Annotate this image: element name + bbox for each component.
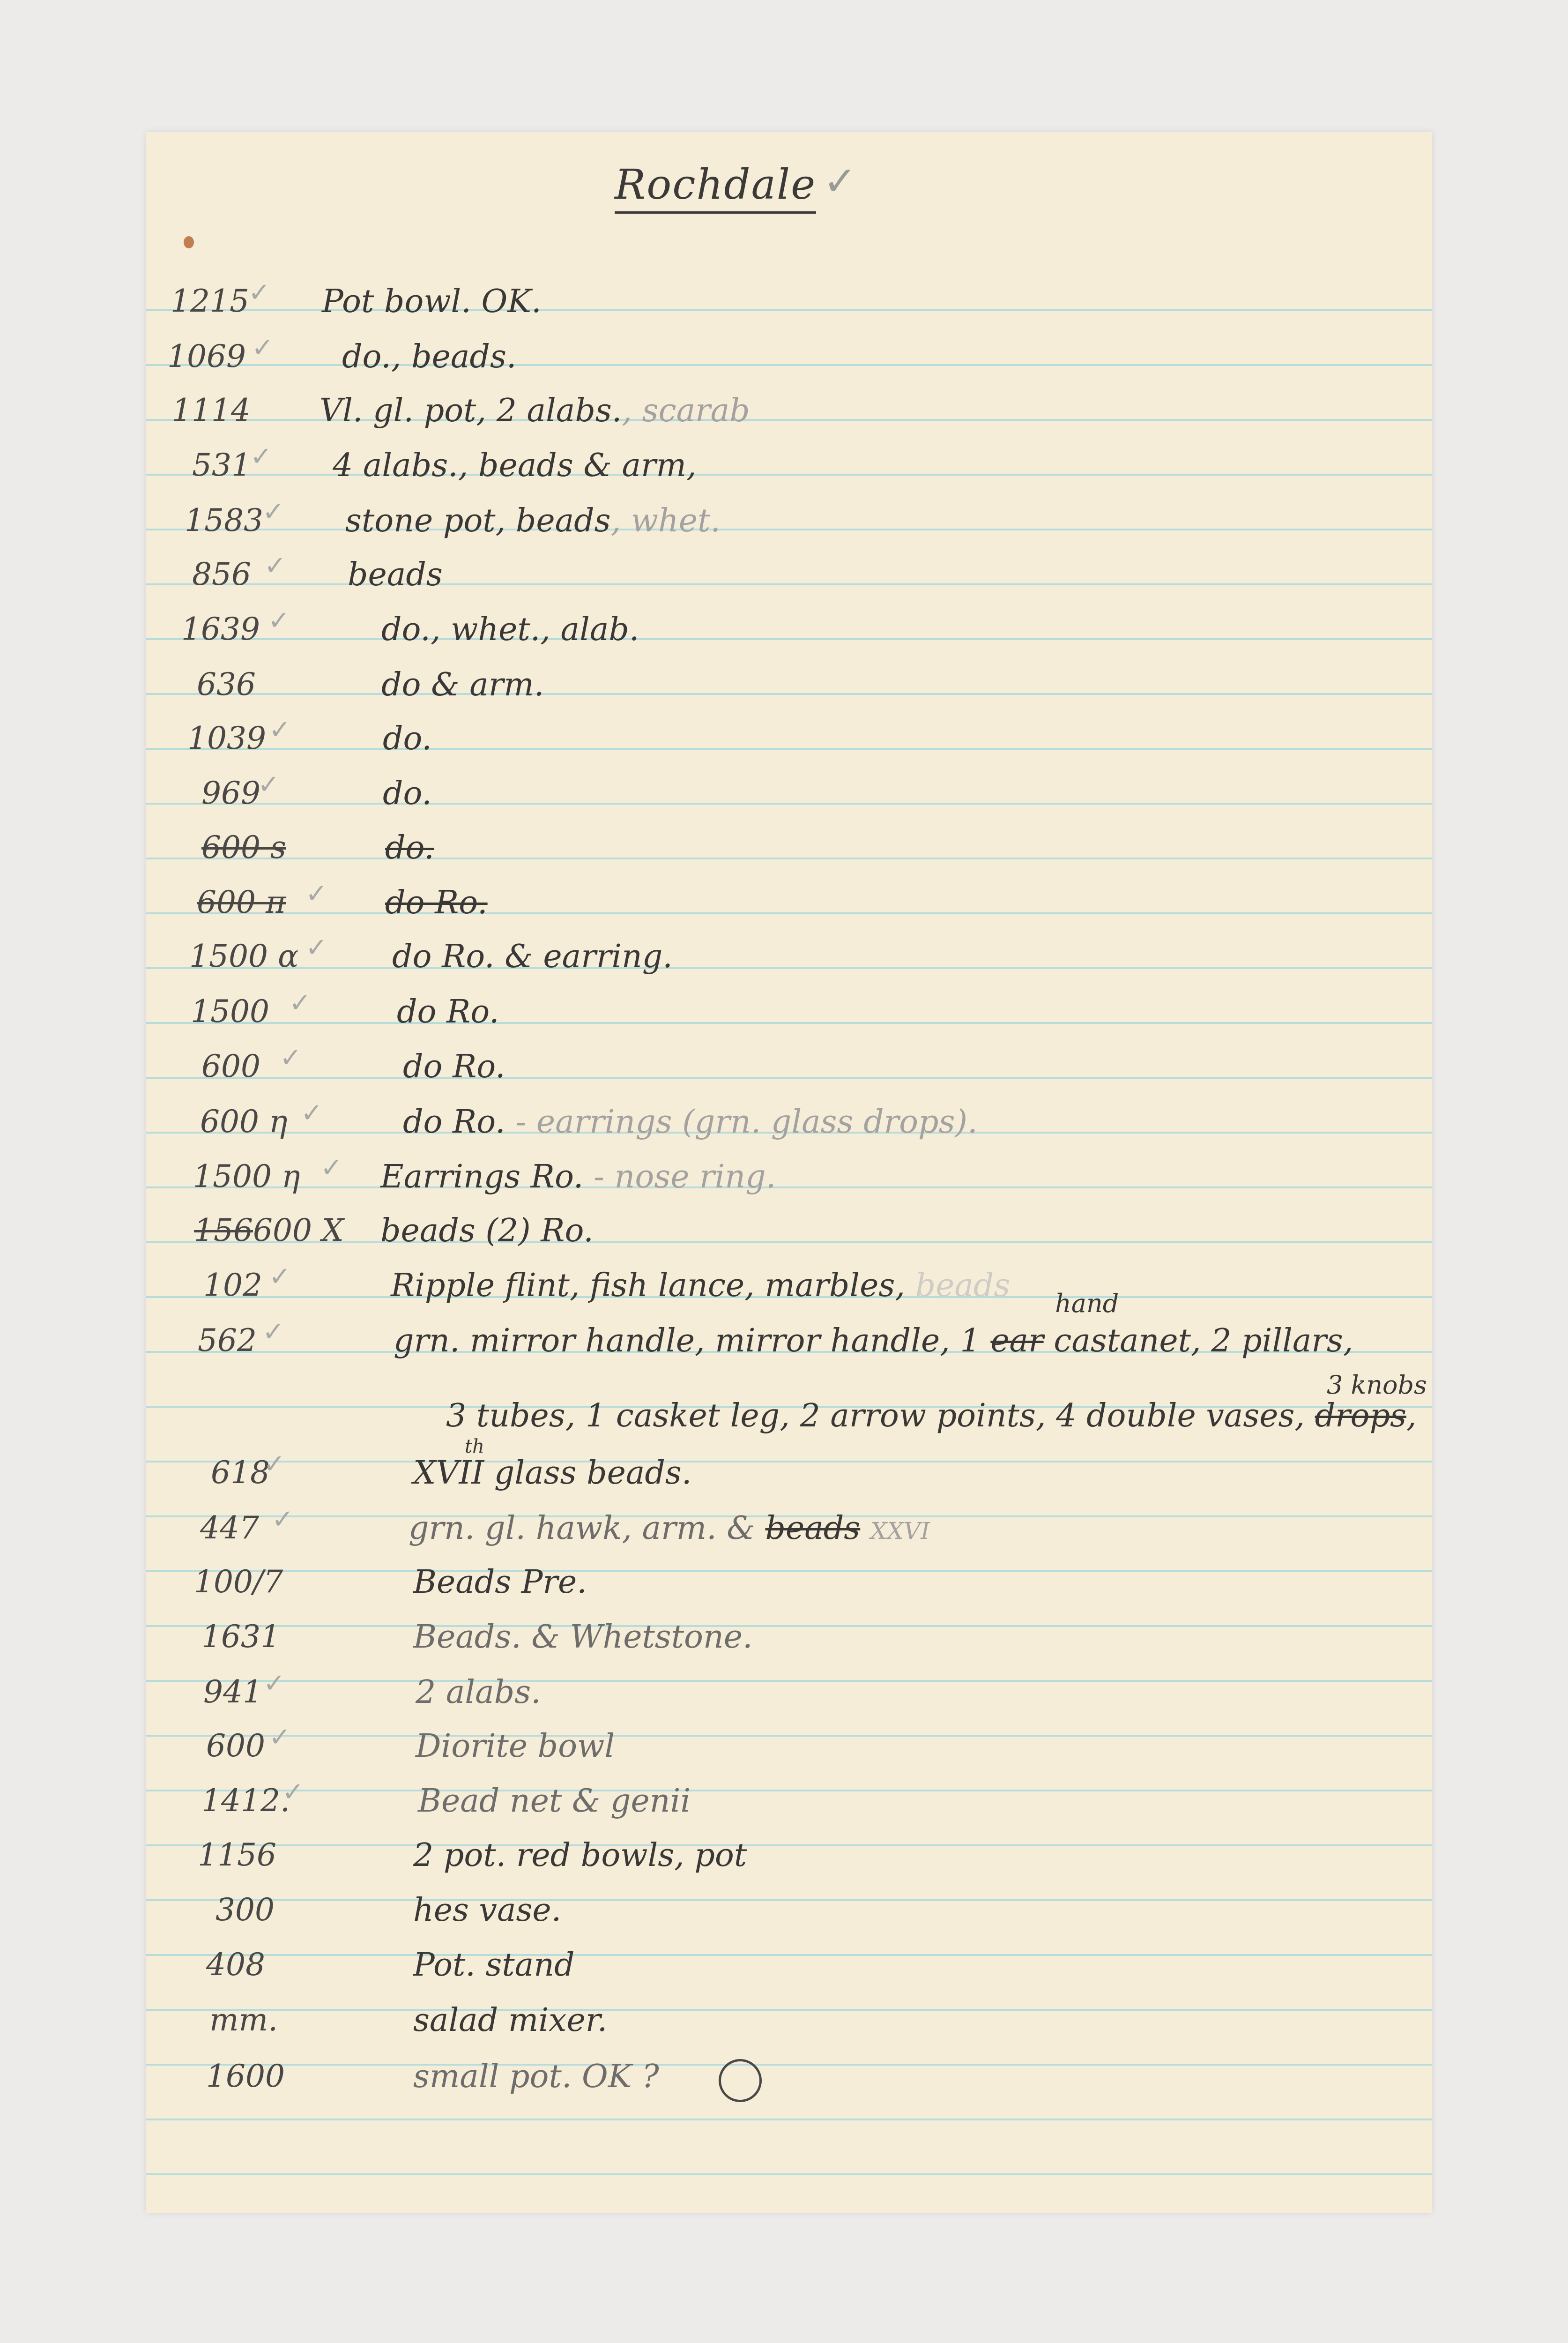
item-description: do., beads.	[342, 338, 517, 375]
item-superscript: hand	[1055, 1289, 1119, 1318]
item-number: 1039	[187, 720, 266, 756]
check-icon: ✓	[250, 441, 272, 472]
item-number: 408	[206, 1947, 265, 1983]
item-number: mm.	[209, 2002, 278, 2038]
item-description-main: Earrings Ro.	[380, 1158, 584, 1195]
item-description	[409, 1510, 930, 1547]
check-icon: ✓	[289, 988, 311, 1018]
check-icon: ✓	[269, 1722, 291, 1753]
circle-sketch-icon	[719, 2059, 762, 2102]
item-description: Pot bowl. OK.	[322, 283, 542, 320]
item-description	[403, 1104, 978, 1141]
item-number: 600 η	[200, 1104, 288, 1140]
item-description: hes vase.	[413, 1892, 562, 1929]
item-number: 636	[197, 666, 256, 702]
item-number-struck: 156	[194, 1212, 253, 1248]
item-number: 1500	[191, 993, 269, 1030]
item-pencil-note: , scarab	[622, 392, 750, 429]
check-icon: ✓	[248, 277, 270, 308]
list-item	[146, 333, 1432, 390]
item-description: Pot. stand	[413, 1947, 575, 1984]
list-item	[146, 1504, 1432, 1561]
item-number-main: 600	[253, 1212, 312, 1248]
list-item	[146, 497, 1432, 554]
item-description-tail: ,	[1406, 1397, 1417, 1434]
item-description-main: grn. gl. hawk, arm. &	[409, 1510, 755, 1547]
item-superscript: th	[465, 1436, 484, 1457]
item-number: 600 π	[197, 884, 286, 920]
cross-mark: X	[321, 1212, 344, 1248]
list-item	[146, 1436, 1432, 1506]
item-description: Bead net & genii	[418, 1783, 691, 1820]
item-number: 102	[203, 1267, 262, 1303]
check-icon: ✓	[272, 1504, 294, 1535]
item-number: 1631	[201, 1619, 280, 1655]
check-icon: ✓	[269, 1261, 291, 1292]
item-description-main: stone pot, beads	[345, 502, 611, 539]
list-item	[146, 666, 1432, 718]
item-description: do Ro. & earring.	[392, 938, 673, 975]
item-number: 600 s	[201, 829, 286, 866]
item-number: 447	[200, 1510, 259, 1546]
item-pencil-note: XXVI	[870, 1517, 930, 1545]
list-item	[146, 879, 1432, 936]
item-number: 562	[198, 1322, 257, 1358]
item-number: 1639	[181, 611, 260, 647]
item-description: do.	[383, 720, 432, 757]
check-icon: ✓	[280, 1043, 302, 1073]
item-description: do., whet., alab.	[381, 611, 639, 648]
item-description	[391, 1267, 1010, 1304]
item-number: 1583	[185, 502, 263, 538]
check-icon: ✓	[263, 1449, 285, 1479]
list-item	[146, 1619, 1432, 1670]
check-icon: ✓	[263, 1668, 285, 1699]
item-number: 941	[203, 1674, 262, 1710]
item-description	[345, 502, 721, 539]
list-item	[146, 1098, 1432, 1155]
item-description: do.	[385, 829, 434, 866]
page-title: Rochdale	[615, 160, 816, 214]
list-item	[146, 769, 1432, 827]
item-description: beads	[348, 556, 443, 593]
list-item	[146, 392, 1432, 444]
item-number: 1500 α	[189, 938, 299, 974]
item-number: 600	[206, 1728, 265, 1764]
item-description: Beads. & Whetstone.	[413, 1619, 753, 1656]
document-page	[146, 132, 1432, 2213]
item-number: 856	[192, 556, 251, 592]
item-description-main: Vl. gl. pot, 2 alabs.	[320, 392, 622, 429]
item-pencil-note: - nose ring.	[593, 1158, 776, 1195]
list-item	[146, 1212, 1432, 1264]
item-description: do Ro.	[397, 993, 499, 1030]
list-item	[146, 2058, 1432, 2110]
list-item	[146, 829, 1432, 881]
item-number: 531	[192, 447, 251, 483]
item-number: 618	[211, 1455, 270, 1491]
item-description: do.	[383, 775, 432, 812]
item-description: XVII glass beads.	[413, 1455, 692, 1492]
list-item	[146, 605, 1432, 663]
list-item	[146, 1153, 1432, 1210]
list-item	[146, 2002, 1432, 2053]
item-pencil-note: - earrings (grn. glass drops).	[515, 1104, 978, 1141]
check-icon: ✓	[282, 1777, 304, 1807]
item-number: 300	[216, 1892, 275, 1928]
item-description	[394, 1322, 1353, 1359]
check-icon: ✓	[262, 1317, 284, 1347]
item-description: small pot. OK ?	[413, 2058, 659, 2095]
check-icon: ✓	[264, 551, 286, 581]
list-item	[146, 1777, 1432, 1834]
check-icon: ✓	[268, 605, 290, 636]
item-pencil-note: beads	[915, 1267, 1011, 1304]
item-number: 1600	[206, 2058, 285, 2094]
list-item	[146, 1892, 1432, 1943]
check-icon: ✓	[258, 769, 280, 800]
item-number: 1412.	[201, 1783, 290, 1819]
item-number: 100/7	[194, 1564, 283, 1600]
item-description: do Ro.	[403, 1048, 505, 1085]
list-item	[146, 715, 1432, 772]
item-description: Diorite bowl	[416, 1728, 615, 1765]
list-item	[146, 1947, 1432, 1998]
item-description: 4 alabs., beads & arm,	[333, 447, 697, 484]
item-description	[446, 1397, 1417, 1434]
item-description: beads (2) Ro.	[380, 1212, 594, 1249]
list-item	[146, 1668, 1432, 1725]
item-description	[380, 1158, 776, 1195]
check-icon: ✓	[262, 497, 284, 527]
item-number: 969	[201, 775, 260, 811]
item-number: 1156	[198, 1837, 276, 1873]
list-item	[146, 1289, 1432, 1374]
item-description-main: do Ro.	[403, 1104, 505, 1141]
item-description	[320, 392, 750, 429]
item-description: do Ro.	[385, 884, 488, 921]
item-struck-word: beads	[765, 1510, 861, 1547]
check-icon: ✓	[301, 1098, 323, 1128]
rust-stain	[184, 236, 194, 248]
item-description-tail: castanet, 2 pillars,	[1054, 1322, 1353, 1359]
list-item	[146, 1261, 1432, 1319]
item-number: 1069	[167, 338, 246, 374]
list-item	[146, 441, 1432, 499]
list-item	[146, 1043, 1432, 1100]
item-description-main: Ripple flint, fish lance, marbles,	[391, 1267, 905, 1304]
item-struck-word: drops	[1315, 1397, 1407, 1434]
item-number: 600	[201, 1048, 260, 1084]
item-number: 1114	[172, 392, 251, 428]
item-description: salad mixer.	[413, 2002, 608, 2039]
list-item	[146, 933, 1432, 990]
list-item	[146, 1370, 1432, 1449]
list-item	[146, 988, 1432, 1045]
title-check-icon: ✓	[823, 158, 857, 205]
list-item	[146, 1564, 1432, 1615]
list-item	[146, 551, 1432, 608]
item-number: 1215	[171, 283, 249, 319]
item-description: 2 alabs.	[416, 1674, 541, 1711]
item-description: do & arm.	[381, 666, 544, 703]
check-icon: ✓	[252, 333, 274, 363]
item-description: Beads Pre.	[413, 1564, 587, 1601]
item-number: 1500 η	[193, 1158, 300, 1194]
list-item	[146, 277, 1432, 335]
item-description-main: grn. mirror handle, mirror handle, 1	[394, 1322, 981, 1359]
check-icon: ✓	[269, 715, 291, 745]
item-superscript: 3 knobs	[1327, 1370, 1427, 1400]
item-struck-word: ear	[990, 1322, 1044, 1359]
list-item	[146, 1837, 1432, 1888]
item-description-main: 3 tubes, 1 casket leg, 2 arrow points, 4 double vases,	[446, 1397, 1305, 1434]
list-item	[146, 1722, 1432, 1779]
check-icon: ✓	[305, 933, 327, 963]
item-description: 2 pot. red bowls, pot	[413, 1837, 747, 1874]
check-icon: ✓	[305, 879, 327, 909]
item-number	[194, 1212, 344, 1248]
check-icon: ✓	[320, 1153, 342, 1183]
item-pencil-note: , whet.	[610, 502, 721, 539]
